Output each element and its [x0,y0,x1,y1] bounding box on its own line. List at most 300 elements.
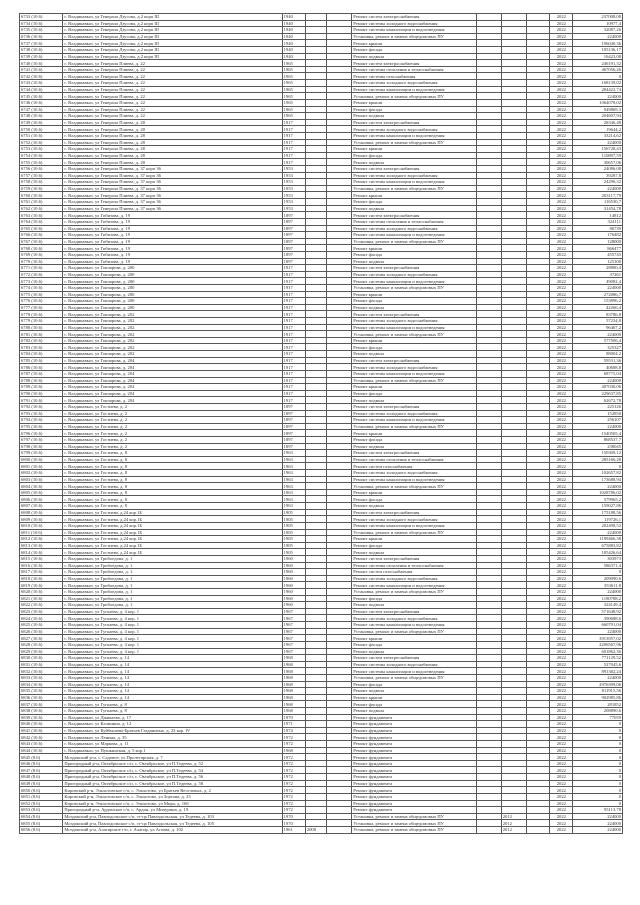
cost-cell: 246191,32 [573,60,623,67]
empty-cell [327,357,352,364]
row-id-cell: 6779 (10.6) [20,318,63,325]
year-extra-cell [305,284,326,291]
year-extra-cell [305,793,326,800]
work-type-cell: Ремонт фасада [352,344,476,351]
plan-year-cell: 2022 [550,734,573,741]
cost-cell: 33214,62 [573,132,623,139]
work-type-cell: Ремонт системы холодного водоснабжения [352,410,476,417]
cost-cell: 224000 [573,93,623,100]
build-year-cell: 1965 [282,60,305,67]
extra-year-cell [501,106,526,113]
work-type-cell: Ремонт крыши [352,245,476,252]
cost-cell: 1064078,02 [573,99,623,106]
cost-cell: 32087,26 [573,27,623,34]
table-row [20,357,623,364]
work-type-cell: Ремонт системы холодного водоснабжения [352,470,476,477]
table-row [20,536,623,543]
address-cell: Пригородный р-н, Октябрьское с/п, с. Октябрьское, ул П.Тедеева, д. 58 [63,780,282,787]
table-row [20,205,623,212]
year-extra-cell [305,225,326,232]
build-year-cell: 1905 [282,529,305,536]
plan-year-cell: 2022 [550,80,573,87]
empty-cell [327,516,352,523]
row-id-cell: 6844 (10.6) [20,747,63,754]
year-extra-cell [305,132,326,139]
row-id-cell: 6757 (10.6) [20,172,63,179]
year-extra-cell [305,27,326,34]
extra-year-cell: 2012 [501,826,526,833]
table-row [20,258,623,265]
row-id-cell: 6735 (10.6) [20,27,63,34]
address-cell: г. Владикавказ, ул Гостиева, д. 8 [63,483,282,490]
extra-year-cell [501,456,526,463]
year-extra-cell [305,615,326,622]
extra-year-cell [501,661,526,668]
plan-year-cell: 2022 [550,727,573,734]
table-row [20,119,623,126]
work-type-cell: Ремонт систем электроснабжения [352,450,476,457]
work-type-cell: Ремонт системы канализации и водоотведения [352,476,476,483]
work-type-cell: Ремонт крыши [352,384,476,391]
row-id-cell: 6759 (10.6) [20,185,63,192]
year-extra-cell [305,734,326,741]
empty-cell [476,793,501,800]
row-id-cell: 6778 (10.6) [20,311,63,318]
cost-cell: 208890,6 [573,707,623,714]
work-type-cell: Ремонт систем электроснабжения [352,655,476,662]
extra-year-cell [501,450,526,457]
table-row [20,767,623,774]
build-year-cell: 1897 [282,212,305,219]
build-year-cell: 1974 [282,727,305,734]
build-year-cell: 1965 [282,113,305,120]
empty-cell [476,152,501,159]
row-id-cell: 6841 (10.6) [20,727,63,734]
year-extra-cell [305,767,326,774]
empty-cell [527,179,550,186]
row-id-cell: 6792 (10.6) [20,403,63,410]
cost-cell: 173688,94 [573,476,623,483]
table-row [20,780,623,787]
row-id-cell: 6823 (10.6) [20,608,63,615]
extra-year-cell [501,503,526,510]
cost-cell: 125100 [573,258,623,265]
address-cell: Кировский р-н, Эльхотовское с/п, с. Эльхотово, ул Братьев Веселовых, д. 2 [63,787,282,794]
plan-year-cell: 2022 [550,384,573,391]
empty-cell [527,734,550,741]
cost-cell: 28800,4 [573,265,623,272]
empty-cell [476,245,501,252]
year-extra-cell [305,496,326,503]
row-id-cell: 6766 (10.6) [20,232,63,239]
row-id-cell: 6824 (10.6) [20,615,63,622]
table-row [20,218,623,225]
work-type-cell: Ремонт фундамента [352,793,476,800]
empty-cell [476,251,501,258]
address-cell: г. Владикавказ, ул Генерала Дзусова, д.2 корп III [63,40,282,47]
address-cell: г. Владикавказ, ул Грибоедова, д. 1 [63,595,282,602]
empty-cell [327,80,352,87]
table-row [20,47,623,54]
table-row [20,390,623,397]
row-id-cell: 6748 (10.6) [20,113,63,120]
row-id-cell: 6847 (8.6) [20,767,63,774]
year-extra-cell [305,126,326,133]
cost-cell: 224000 [573,674,623,681]
row-id-cell: 6843 (10.6) [20,741,63,748]
build-year-cell: 1963 [282,503,305,510]
empty-cell [527,390,550,397]
row-id-cell: 6793 (10.6) [20,410,63,417]
plan-year-cell: 2022 [550,694,573,701]
empty-cell [527,608,550,615]
cost-cell: 225126 [573,403,623,410]
address-cell: г. Владикавказ, ул Гончарова, д. 202 [63,331,282,338]
table-row [20,648,623,655]
table-row [20,80,623,87]
extra-year-cell [501,734,526,741]
cost-cell: 0 [573,727,623,734]
cost-cell: 771129,52 [573,655,623,662]
plan-year-cell: 2022 [550,284,573,291]
plan-year-cell: 2022 [550,793,573,800]
work-type-cell: Ремонт системы газоснабжения [352,73,476,80]
empty-cell [527,192,550,199]
empty-cell [327,793,352,800]
extra-year-cell [501,489,526,496]
empty-cell [527,14,550,21]
work-type-cell: Ремонт системы отопления и теплоснабжения [352,456,476,463]
cost-cell: 24086,08 [573,166,623,173]
year-extra-cell [305,93,326,100]
empty-cell [527,688,550,695]
extra-year-cell [501,27,526,34]
work-type-cell: Ремонт подвала [352,648,476,655]
empty-cell [527,661,550,668]
row-id-cell: 6798 (10.6) [20,443,63,450]
cost-cell: 224000 [573,284,623,291]
year-extra-cell [305,542,326,549]
extra-year-cell [501,403,526,410]
empty-cell [327,278,352,285]
row-id-cell: 6821 (10.6) [20,595,63,602]
cost-cell: 156728,43 [573,146,623,153]
table-row [20,470,623,477]
cost-cell: 185426,64 [573,549,623,556]
plan-year-cell: 2022 [550,622,573,629]
extra-year-cell: 2012 [501,820,526,827]
work-type-cell: Ремонт фасада [352,595,476,602]
cost-cell: 1028786,02 [573,489,623,496]
cost-cell: 86739 [573,225,623,232]
address-cell: г. Владикавказ, ул Гончарова, д. 200 [63,291,282,298]
year-extra-cell [305,265,326,272]
empty-cell [327,555,352,562]
empty-cell [476,569,501,576]
row-id-cell: 6763 (10.6) [20,212,63,219]
table-row [20,278,623,285]
build-year-cell: 1972 [282,780,305,787]
extra-year-cell [501,536,526,543]
build-year-cell: 1953 [282,166,305,173]
work-type-cell: Установка, ремонт и замена общедомовых ПУ [352,33,476,40]
empty-cell [476,754,501,761]
extra-year-cell [501,139,526,146]
address-cell: г. Владикавказ, ул Гугкаева, д. 8 [63,701,282,708]
table-row [20,66,623,73]
empty-cell [327,615,352,622]
address-cell: г. Владикавказ, ул Гостиева, д. 2 [63,423,282,430]
row-id-cell: 6775 (10.6) [20,291,63,298]
row-id-cell: 6753 (10.6) [20,146,63,153]
build-year-cell: 1917 [282,146,305,153]
empty-cell [527,529,550,536]
extra-year-cell [501,384,526,391]
work-type-cell: Ремонт системы холодного водоснабжения [352,575,476,582]
empty-cell [327,304,352,311]
plan-year-cell: 2022 [550,337,573,344]
row-id-cell: 6761 (10.6) [20,199,63,206]
plan-year-cell: 2022 [550,225,573,232]
table-row [20,509,623,516]
year-extra-cell [305,780,326,787]
work-type-cell: Ремонт подвала [352,351,476,358]
empty-cell [327,694,352,701]
row-id-cell: 6800 (10.6) [20,456,63,463]
plan-year-cell: 2022 [550,93,573,100]
empty-cell [476,271,501,278]
plan-year-cell: 2022 [550,20,573,27]
plan-year-cell: 2022 [550,331,573,338]
address-cell: г. Владикавказ, ул Гостиева, д.24 кор.1Б [63,522,282,529]
table-row [20,450,623,457]
plan-year-cell: 2022 [550,291,573,298]
empty-cell [476,351,501,358]
year-extra-cell [305,384,326,391]
cost-cell: 675883,82 [573,542,623,549]
build-year-cell: 1940 [282,53,305,60]
row-id-cell: 6754 (10.6) [20,152,63,159]
year-extra-cell [305,582,326,589]
plan-year-cell: 2022 [550,73,573,80]
row-id-cell: 6851 (8.6) [20,793,63,800]
year-extra-cell [305,370,326,377]
year-extra-cell [305,437,326,444]
year-extra-cell [305,668,326,675]
row-id-cell: 6772 (10.6) [20,271,63,278]
cost-cell: 0 [573,741,623,748]
address-cell: г. Владикавказ, ул Гугкаева, д. 8 [63,707,282,714]
empty-cell [527,73,550,80]
build-year-cell: 1897 [282,251,305,258]
cost-cell: 811915,56 [573,688,623,695]
plan-year-cell: 2022 [550,496,573,503]
empty-cell [476,318,501,325]
empty-cell [476,423,501,430]
plan-year-cell: 2022 [550,826,573,833]
build-year-cell: 1968 [282,747,305,754]
empty-cell [327,73,352,80]
year-extra-cell [305,205,326,212]
build-year-cell: 1960 [282,595,305,602]
empty-cell [476,47,501,54]
empty-cell [527,232,550,239]
empty-cell [527,437,550,444]
row-id-cell: 6811 (10.6) [20,529,63,536]
work-type-cell: Ремонт систем электроснабжения [352,166,476,173]
empty-cell [327,99,352,106]
address-cell: г. Владикавказ, ул Генерала Дзусова, д.2 корп III [63,14,282,21]
empty-cell [476,159,501,166]
extra-year-cell [501,390,526,397]
build-year-cell: 1972 [282,807,305,814]
extra-year-cell [501,674,526,681]
address-cell: г. Владикавказ, ул Гостиева, д.24 кор.1Б [63,536,282,543]
empty-cell [527,245,550,252]
work-type-cell: Ремонт систем электроснабжения [352,311,476,318]
cost-cell: 224000 [573,331,623,338]
address-cell: г. Владикавказ, ул Генерала Плиева, д. 37 корп 36 [63,166,282,173]
work-type-cell: Ремонт фасада [352,437,476,444]
plan-year-cell: 2022 [550,463,573,470]
plan-year-cell: 2022 [550,443,573,450]
empty-cell [327,536,352,543]
work-type-cell: Ремонт подвала [352,159,476,166]
empty-cell [476,760,501,767]
address-cell: г. Владикавказ, ул Джикаева, д. 17 [63,714,282,721]
plan-year-cell: 2022 [550,27,573,34]
empty-cell [527,813,550,820]
table-row [20,529,623,536]
build-year-cell: 1917 [282,318,305,325]
row-id-cell: 6822 (10.6) [20,602,63,609]
address-cell: г. Владикавказ, ул Генерала Плиева, д. 22 [63,80,282,87]
table-row [20,73,623,80]
build-year-cell: 1905 [282,516,305,523]
empty-cell [527,701,550,708]
empty-cell [327,774,352,781]
empty-cell [327,747,352,754]
work-type-cell: Ремонт крыши [352,489,476,496]
extra-year-cell [501,245,526,252]
plan-year-cell: 2022 [550,430,573,437]
table-row [20,139,623,146]
address-cell: г. Владикавказ, ул Генерала Плиева, д. 22 [63,66,282,73]
cost-cell: 95113,78 [573,807,623,814]
work-type-cell: Установка, ремонт и замена общедомовых ПУ [352,185,476,192]
row-id-cell: 6738 (10.6) [20,47,63,54]
cost-cell: 224000 [573,423,623,430]
empty-cell [327,232,352,239]
plan-year-cell: 2022 [550,707,573,714]
row-id-cell: 6852 (8.6) [20,800,63,807]
build-year-cell: 1917 [282,344,305,351]
plan-year-cell: 2022 [550,701,573,708]
empty-cell [476,166,501,173]
empty-cell [527,351,550,358]
table-row [20,324,623,331]
empty-cell [327,569,352,576]
work-type-cell: Установка, ремонт и замена общедомовых ПУ [352,377,476,384]
plan-year-cell: 2022 [550,595,573,602]
empty-cell [476,192,501,199]
empty-cell [327,218,352,225]
empty-cell [476,589,501,596]
row-id-cell: 6802 (10.6) [20,470,63,477]
row-id-cell: 6743 (10.6) [20,80,63,87]
work-type-cell: Ремонт системы канализации и водоотведения [352,417,476,424]
work-type-cell: Ремонт системы холодного водоснабжения [352,615,476,622]
address-cell: г. Владикавказ, ул Гончарова, д. 200 [63,298,282,305]
empty-cell [527,139,550,146]
empty-cell [527,238,550,245]
empty-cell [327,648,352,655]
row-id-cell: 6804 (10.6) [20,483,63,490]
table-row [20,146,623,153]
cost-cell: 62672,78 [573,397,623,404]
year-extra-cell [305,661,326,668]
address-cell: г. Владикавказ, ул Гибизова, д. 19 [63,212,282,219]
extra-year-cell [501,529,526,536]
empty-cell [527,271,550,278]
year-extra-cell [305,403,326,410]
empty-cell [527,146,550,153]
plan-year-cell: 2022 [550,549,573,556]
address-cell: Пригородный р-н, Ардонское с/п, с. Ардон, ул Мичурина, д. 19 [63,807,282,814]
build-year-cell: 1905 [282,509,305,516]
build-year-cell: 1917 [282,159,305,166]
row-id-cell: 6837 (10.6) [20,701,63,708]
empty-cell [476,509,501,516]
work-type-cell: Ремонт фасада [352,390,476,397]
year-extra-cell [305,304,326,311]
cost-cell: 866477 [573,245,623,252]
empty-cell [527,40,550,47]
build-year-cell: 1897 [282,437,305,444]
empty-cell [527,364,550,371]
cost-cell: 14812 [573,212,623,219]
year-extra-cell [305,390,326,397]
work-type-cell: Установка, ремонт и замена общедомовых ПУ [352,820,476,827]
empty-cell [527,258,550,265]
table-row [20,417,623,424]
empty-cell [327,707,352,714]
build-year-cell: 1965 [282,99,305,106]
year-extra-cell [305,549,326,556]
cost-cell: 57234,8 [573,318,623,325]
empty-cell [476,529,501,536]
address-cell: г. Владикавказ, ул Грибоедова, д. 1 [63,569,282,576]
empty-cell [476,66,501,73]
table-row [20,251,623,258]
address-cell: г. Владикавказ, ул Гостиева, д. 2 [63,437,282,444]
cost-cell: 3913957,02 [573,635,623,642]
build-year-cell: 1917 [282,132,305,139]
extra-year-cell [501,126,526,133]
address-cell: г. Владикавказ, ул Генерала Плиева, д. 37 корп 36 [63,199,282,206]
plan-year-cell: 2022 [550,470,573,477]
empty-cell [327,787,352,794]
year-extra-cell [305,575,326,582]
work-type-cell: Ремонт системы холодного водоснабжения [352,20,476,27]
table-row [20,727,623,734]
cost-cell: 224000 [573,826,623,833]
extra-year-cell [501,569,526,576]
extra-year-cell [501,258,526,265]
extra-year-cell [501,40,526,47]
cost-cell: 949869,3 [573,106,623,113]
cost-cell: 0 [573,721,623,728]
